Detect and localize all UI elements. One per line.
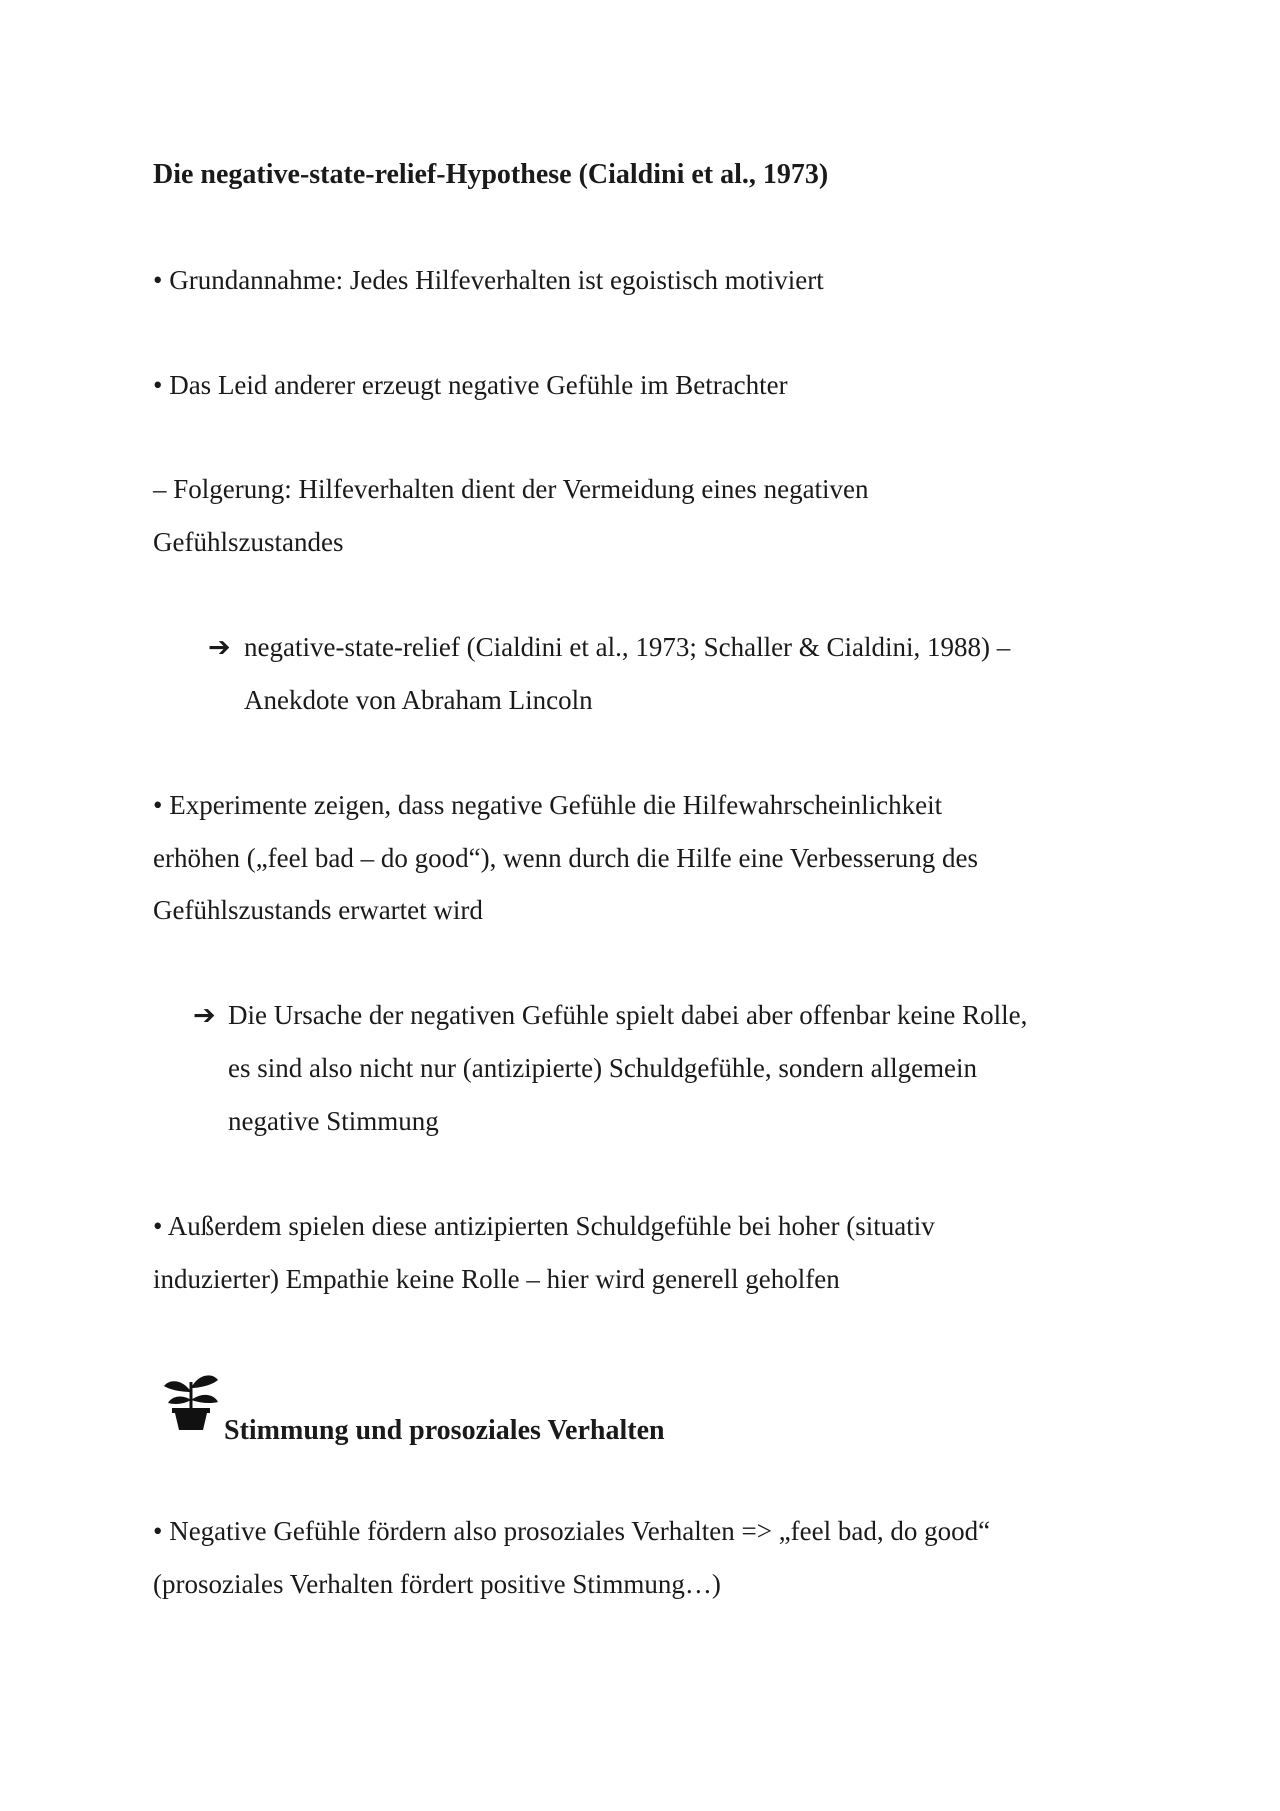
section-heading: Stimmung und prosoziales Verhalten — [224, 1415, 665, 1446]
experiments-line-3: Gefühlszustands erwartet wird — [153, 895, 483, 925]
potted-plant-icon — [160, 1370, 222, 1432]
arrow-right-icon: ➔ — [208, 632, 231, 663]
conclusion-line-1: – Folgerung: Hilfeverhalten dient der Vermeidung eines negativen — [153, 474, 869, 504]
arrow-point-1-line-1: negative-state-relief (Cialdini et al., 1973; Schaller & Cialdini, 1988) – — [244, 632, 1011, 662]
arrow-point-2-line-3: negative Stimmung — [228, 1106, 439, 1136]
conclusion-line-2: Gefühlszustandes — [153, 527, 344, 557]
bullet-basic-assumption: • Grundannahme: Jedes Hilfeverhalten ist egoistisch motiviert — [153, 265, 824, 295]
experiments-line-1: • Experimente zeigen, dass negative Gefühle die Hilfewahrscheinlichkeit — [153, 790, 943, 820]
empathy-line-1: • Außerdem spielen diese antizipierten Schuldgefühle bei hoher (situativ — [153, 1211, 935, 1241]
experiments-line-2: erhöhen („feel bad – do good“), wenn durch die Hilfe eine Verbesserung des — [153, 843, 978, 873]
arrow-point-2-line-2: es sind also nicht nur (antizipierte) Schuldgefühle, sondern allgemein — [228, 1053, 978, 1083]
arrow-right-icon: ➔ — [193, 1000, 216, 1031]
empathy-line-2: induzierter) Empathie keine Rolle – hier wird generell geholfen — [153, 1264, 840, 1294]
arrow-point-1-line-2: Anekdote von Abraham Lincoln — [244, 685, 593, 715]
document-title: Die negative-state-relief-Hypothese (Cialdini et al., 1973) — [153, 159, 829, 190]
mood-line-1: • Negative Gefühle fördern also prosoziales Verhalten => „feel bad, do good“ — [153, 1516, 991, 1546]
mood-line-2: (prosoziales Verhalten fördert positive Stimmung…) — [153, 1569, 721, 1599]
bullet-suffering-others: • Das Leid anderer erzeugt negative Gefühle im Betrachter — [153, 370, 788, 400]
arrow-point-2-line-1: Die Ursache der negativen Gefühle spielt dabei aber offenbar keine Rolle, — [228, 1000, 1028, 1030]
